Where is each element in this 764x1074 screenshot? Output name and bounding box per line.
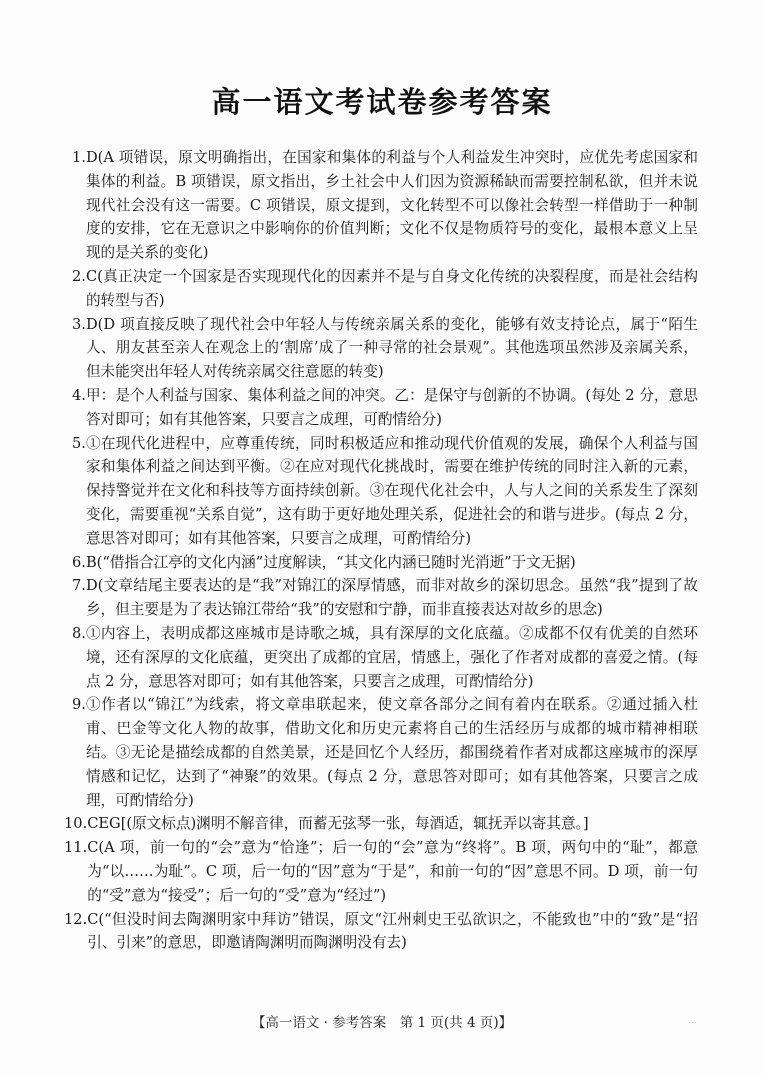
answer-text: D(D 项直接反映了现代社会中年轻人与传统亲属关系的变化，能够有效支持论点，属于“陌生人、朋友甚至亲人在观念上的‘割席’成了一种寻常的社会景观”。其他选项虽然涉及亲属关系，但未能突出年轻人对传统亲属交往意愿的转变) (85, 315, 698, 381)
answer-text: 甲：是个人利益与国家、集体利益之间的冲突。乙：是保守与创新的不协调。(每处 2 分，意思答对即可；如有其他答案，只要言之成理，可酌情给分) (85, 386, 698, 428)
answer-number: 1. (72, 149, 86, 166)
answer-number: 10. (64, 815, 88, 833)
answer-item-11 (64, 836, 698, 907)
answer-item-8 (72, 622, 698, 693)
answer-item-4 (72, 384, 698, 432)
answer-number: 6. (72, 553, 86, 571)
answer-number: 5. (72, 434, 86, 452)
answer-text: B(“借指合江亭的文化内涵”过度解读，“其文化内涵已随时光消逝”于文无据) (85, 553, 576, 571)
answer-number: 2. (72, 267, 86, 285)
answer-text: ①内容上，表明成都这座城市是诗歌之城，具有深厚的文化底蕴。②成都不仅有优美的自然环境，还有深厚的文化底蕴，更突出了成都的宜居，情感上，强化了作者对成都的喜爱之情。(每点 2 分，意思答对即可；如有其他答案，只要言之成理，可酌情给分) (85, 624, 698, 690)
answer-item-6 (72, 551, 698, 575)
answer-text: C(“但没时间去陶渊明家中拜访”错误，原文“江州刺史王弘欲识之，不能致也”中的“致”是“招引、引来”的意思，即邀请陶渊明而陶渊明没有去) (87, 910, 698, 952)
answer-item-5 (72, 432, 698, 551)
answer-number: 12. (64, 910, 88, 928)
answer-item-10 (64, 812, 698, 836)
answer-item-1 (72, 146, 698, 265)
answer-text: C(A 项，前一句的“会”意为“恰逢”；后一句的“会”意为“终将”。B 项，两句中的“耻”，都意为“以……为耻”。C 项，后一句的“因”意为“于是”，和前一句的“因”意思不同。D 项，前一句的“受”意为“接受”；后一句的“受”意为“经过”) (87, 839, 698, 904)
answer-item-3 (72, 313, 698, 384)
answer-text: C(真正决定一个国家是否实现现代化的因素并不是与自身文化传统的决裂程度，而是社会结构的转型与否) (85, 267, 698, 309)
answer-number: 8. (72, 624, 86, 642)
answer-item-2 (72, 265, 698, 313)
answer-number: 3. (72, 315, 86, 333)
answer-text: ①在现代化进程中，应尊重传统，同时积极适应和推动现代价值观的发展，确保个人利益与国家和集体利益之间达到平衡。②在应对现代化挑战时，需要在维护传统的同时注入新的元素，保持警觉并在文化和科技等方面持续创新。③在现代化社会中，人与人之间的关系发生了深刻变化，需要重视“关系自觉”，这有助于更好地处理关系，促进社会的和谐与进步。(每点 2 分，意思答对即可；如有其他答案，只要言之成理，可酌情给分) (85, 434, 698, 547)
answer-item-12 (64, 908, 698, 956)
answer-item-9 (72, 693, 698, 812)
answer-item-7 (72, 574, 698, 622)
answer-number: 7. (72, 577, 86, 595)
corner-mark: … (688, 1016, 698, 1026)
answer-text: ①作者以“锦江”为线索，将文章串联起来，使文章各部分之间有着内在联系。②通过插入杜甫、巴金等文化人物的故事，借助文化和历史元素将自己的生活经历与成都的城市精神相联结。③无论是描绘成都的自然美景，还是回忆个人经历，都围绕着作者对成都这座城市的深厚情感和记忆，达到了“神聚”的效果。(每点 2 分，意思答对即可；如有其他答案，只要言之成理，可酌情给分) (85, 696, 698, 809)
answer-text: D(A 项错误，原文明确指出，在国家和集体的利益与个人利益发生冲突时，应优先考虑国家和集体的利益。B 项错误，原文指出，乡土社会中人们因为资源稀缺而需要控制私欲，但并未说现代社会没有这一需要。C 项错误，原文提到，文化转型不可以像社会转型一样借助于一种制度的安排，它在无意识之中影响你的价值判断；文化不仅是物质符号的变化，最根本意义上呈现的是关系的变化) (85, 149, 698, 262)
page-footer: 【高一语文 · 参考答案 第 1 页(共 4 页)】 (251, 1015, 513, 1031)
answer-number: 9. (72, 696, 86, 714)
answer-text: D(文章结尾主要表达的是“我”对锦江的深厚情感，而非对故乡的深切思念。虽然“我”提到了故乡，但主要是为了表达锦江带给“我”的安慰和宁静，而非直接表达对故乡的思念) (85, 577, 698, 619)
answer-list (64, 146, 698, 955)
answer-number: 4. (72, 386, 86, 404)
answer-text: CEG[(原文标点)渊明不解音律，而蓄无弦琴一张，每酒适，辄抚弄以寄其意。] (87, 815, 589, 833)
answer-number: 11. (64, 839, 88, 857)
page-title: 高一语文考试卷参考答案 (211, 85, 553, 119)
